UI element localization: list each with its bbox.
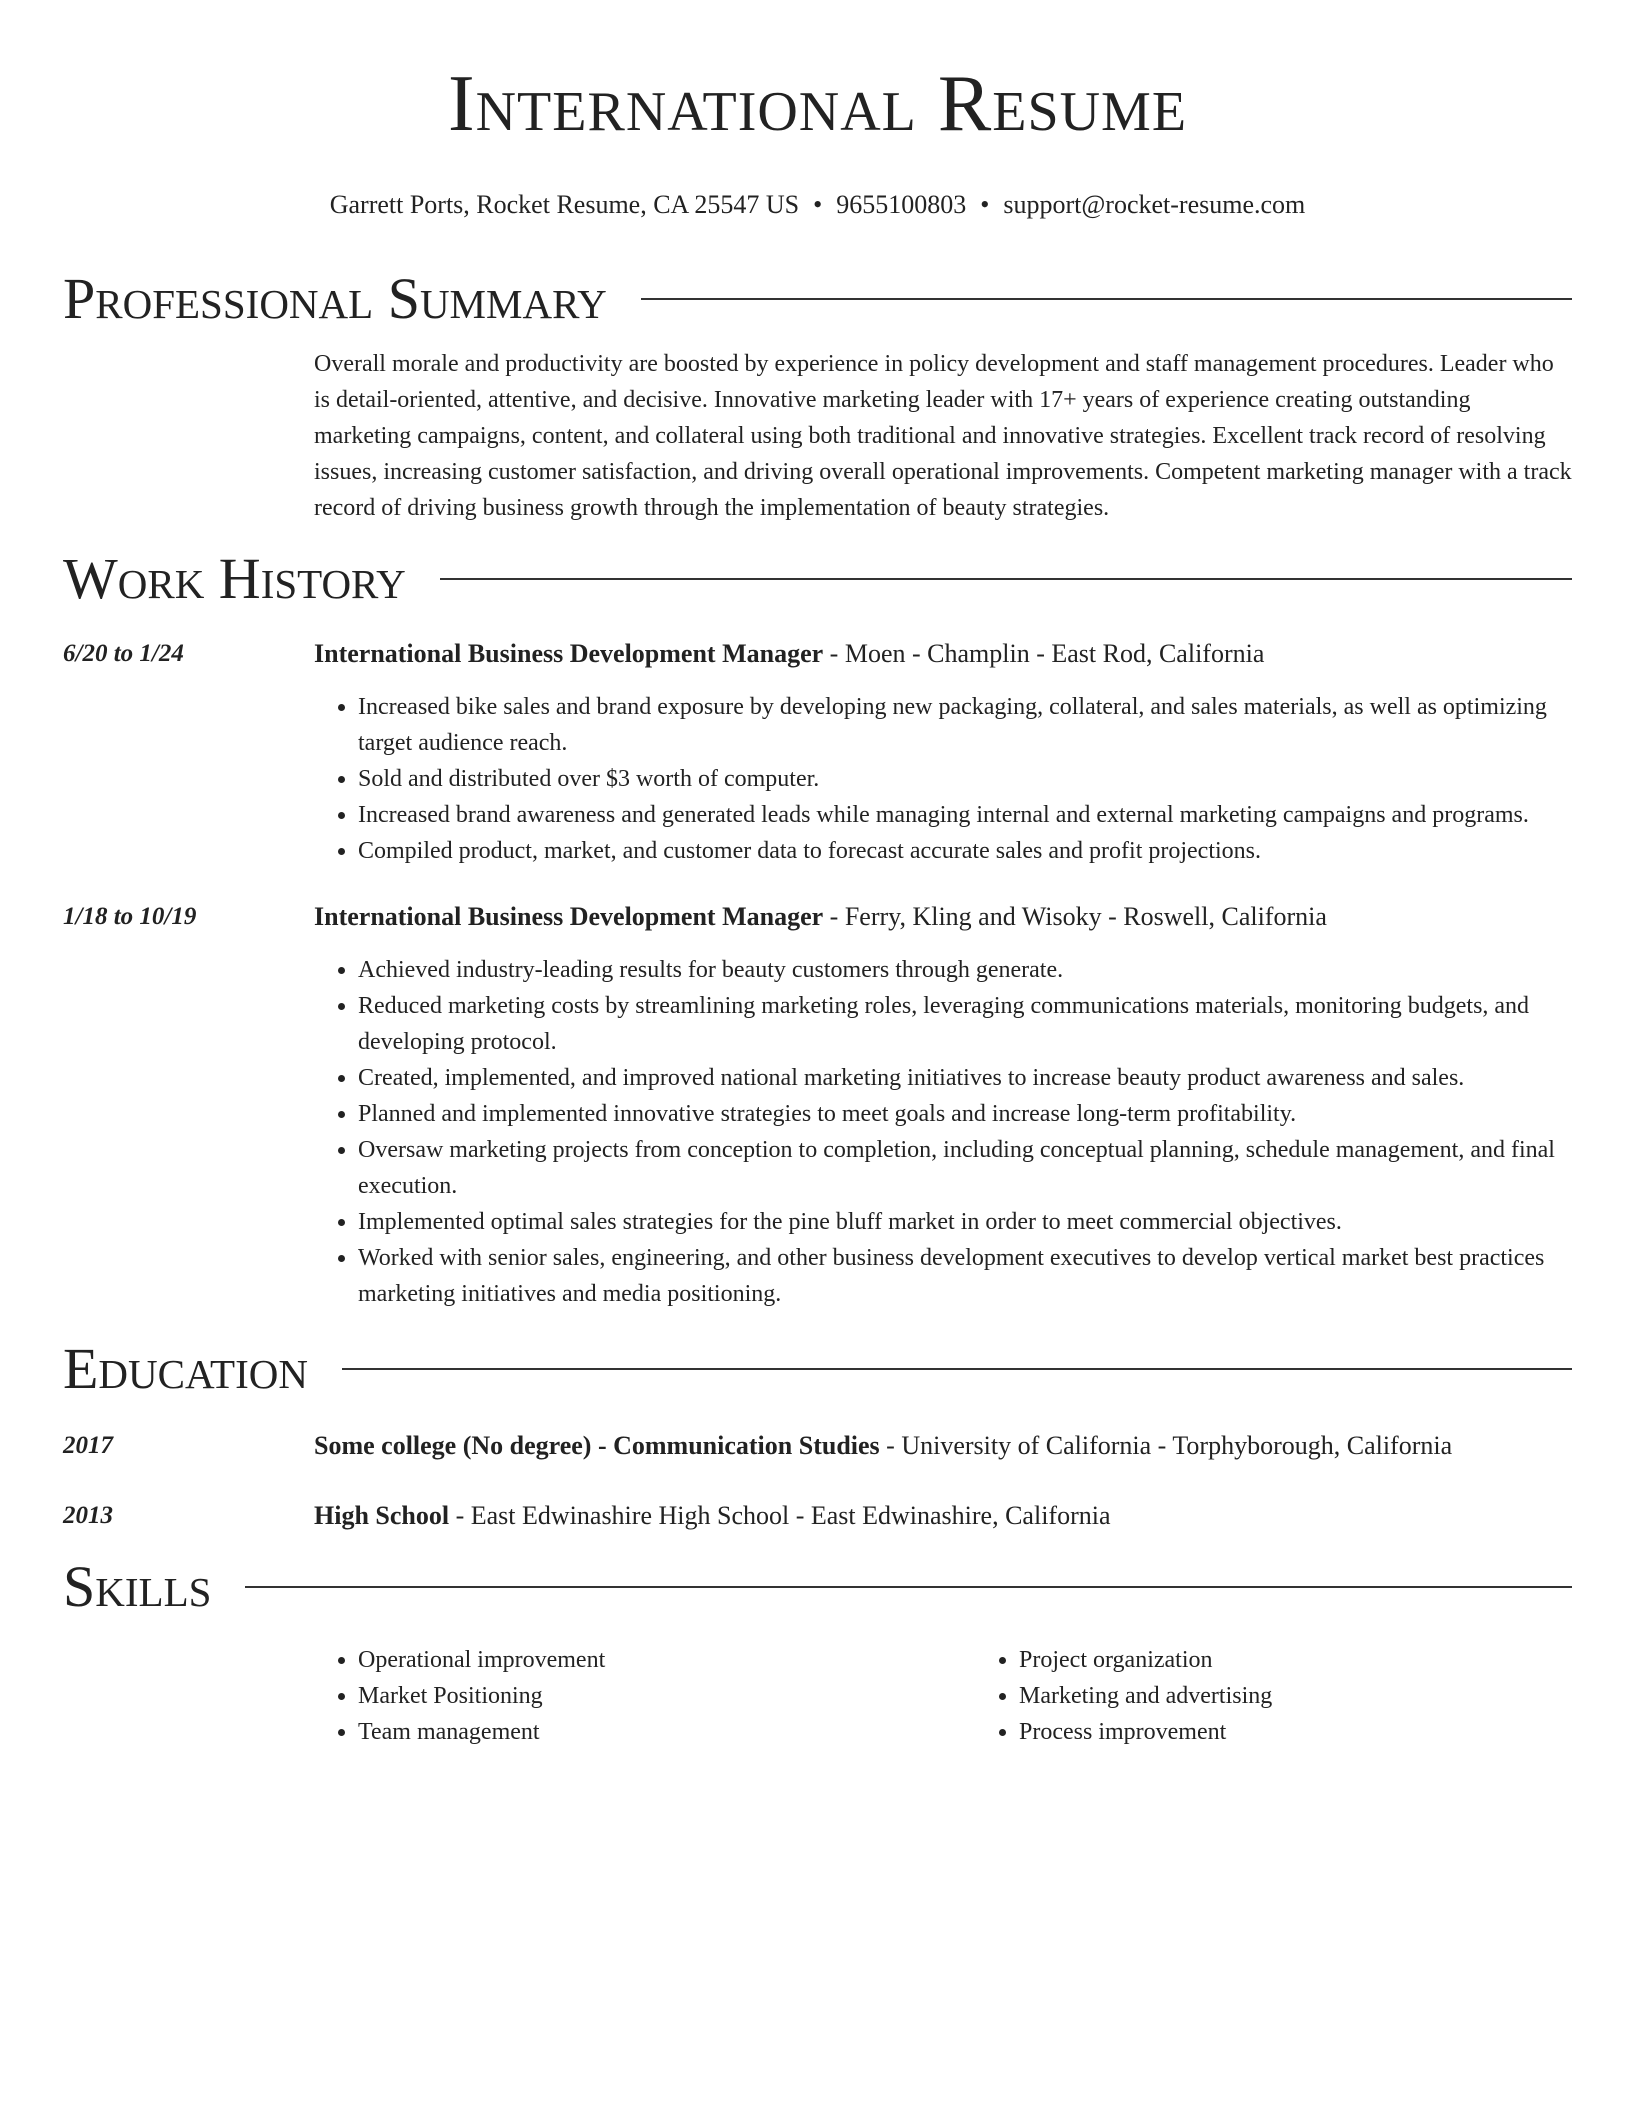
education-content [314,1498,1572,1534]
section-heading [63,1554,1572,1620]
education-degree: Some college (No degree) - Communication Studies [314,1431,880,1460]
list-item: • Achieved industry-leading results for beauty customers through generate. [358,952,1572,988]
section-title: Professional Summary [63,266,607,331]
skills-column-left [314,1642,975,1750]
contact-separator: • [813,190,823,219]
job-heading [314,899,1572,935]
section-title: Education [63,1336,308,1401]
skills-list [63,1642,1572,1750]
job-entry [63,899,1572,1312]
education-entry [63,1498,1572,1534]
job-bullets [314,689,1572,869]
section-heading [63,546,1572,612]
job-content [314,899,1572,1312]
work-history-section [63,546,1572,1312]
skill-item: • Process improvement [1019,1714,1572,1750]
section-heading [63,266,1572,332]
contact-email: support@rocket-resume.com [1003,190,1306,219]
section-divider [440,578,1572,580]
section-divider [342,1368,1572,1370]
job-entry [63,636,1572,869]
skills-section [63,1554,1572,1750]
education-year: 2017 [63,1432,113,1459]
contact-address: Garrett Ports, Rocket Resume, CA 25547 US [329,190,800,219]
list-item: • Created, implemented, and improved national marketing initiatives to increase beauty product awareness and sales. [358,1060,1572,1096]
job-heading [314,636,1572,672]
list-item: • Compiled product, market, and customer data to forecast accurate sales and profit projections. [358,833,1572,869]
education-year: 2013 [63,1502,113,1529]
section-title: Work History [63,546,406,611]
section-divider [245,1586,1572,1588]
job-company-location: - Moen - Champlin - East Rod, California [823,639,1265,668]
skill-item: • Marketing and advertising [1019,1678,1572,1714]
section-title: Skills [63,1554,212,1619]
professional-summary-section [63,266,1572,526]
contact-separator: • [980,190,990,219]
contact-phone: 9655100803 [836,190,967,219]
education-school: - University of California - Torphyborough, California [879,1431,1453,1460]
list-item: • Oversaw marketing projects from conception to completion, including conceptual planning, schedule management, and final execution. [358,1132,1572,1204]
job-company-location: - Ferry, Kling and Wisoky - Roswell, California [823,902,1327,931]
resume-title: International Resume [447,60,1188,148]
list-item: • Reduced marketing costs by streamlining marketing roles, leveraging communications materials, monitoring budgets, and developing protocol. [358,988,1572,1060]
job-content [314,636,1572,869]
list-item: • Increased bike sales and brand exposure by developing new packaging, collateral, and sales materials, as well as optimizing target audience reach. [358,689,1572,761]
education-content [314,1428,1572,1464]
list-item: • Increased brand awareness and generated leads while managing internal and external marketing campaigns and programs. [358,797,1572,833]
summary-paragraph: Overall morale and productivity are boosted by experience in policy development and staff management procedures. Leader who is detail-oriented, attentive, and decisive. Innovative marketing leader with 17+ years of experience creating outstanding marketing campaigns, content, and collateral using both traditional and innovative strategies. Excellent track record of resolving issues, increasing customer satisfaction, and driving overall operational improvements. Competent marketing manager with a track record of driving business growth through the implementation of beauty strategies. [314,351,1572,521]
contact-line [63,188,1572,222]
education-degree: High School [314,1501,450,1530]
list-item: • Worked with senior sales, engineering, and other business development executives to develop vertical market best practices marketing initiatives and media positioning. [358,1240,1572,1312]
skill-item: • Market Positioning [358,1678,975,1714]
skills-column-right [975,1642,1572,1750]
skill-item: • Project organization [1019,1642,1572,1678]
list-item: • Planned and implemented innovative strategies to meet goals and increase long-term profitability. [358,1096,1572,1132]
education-section [63,1336,1572,1534]
education-school: - East Edwinashire High School - East Edwinashire, California [449,1501,1111,1530]
section-heading [63,1336,1572,1402]
list-item: • Sold and distributed over $3 worth of computer. [358,761,1572,797]
skill-item: • Operational improvement [358,1642,975,1678]
job-bullets [314,952,1572,1312]
job-dates: 1/18 to 10/19 [63,903,197,930]
skill-item: • Team management [358,1714,975,1750]
job-dates: 6/20 to 1/24 [63,640,184,667]
job-title: International Business Development Manager [314,902,824,931]
section-divider [641,298,1572,300]
job-title: International Business Development Manager [314,639,824,668]
education-entry [63,1428,1572,1464]
list-item: • Implemented optimal sales strategies for the pine bluff market in order to meet commercial objectives. [358,1204,1572,1240]
